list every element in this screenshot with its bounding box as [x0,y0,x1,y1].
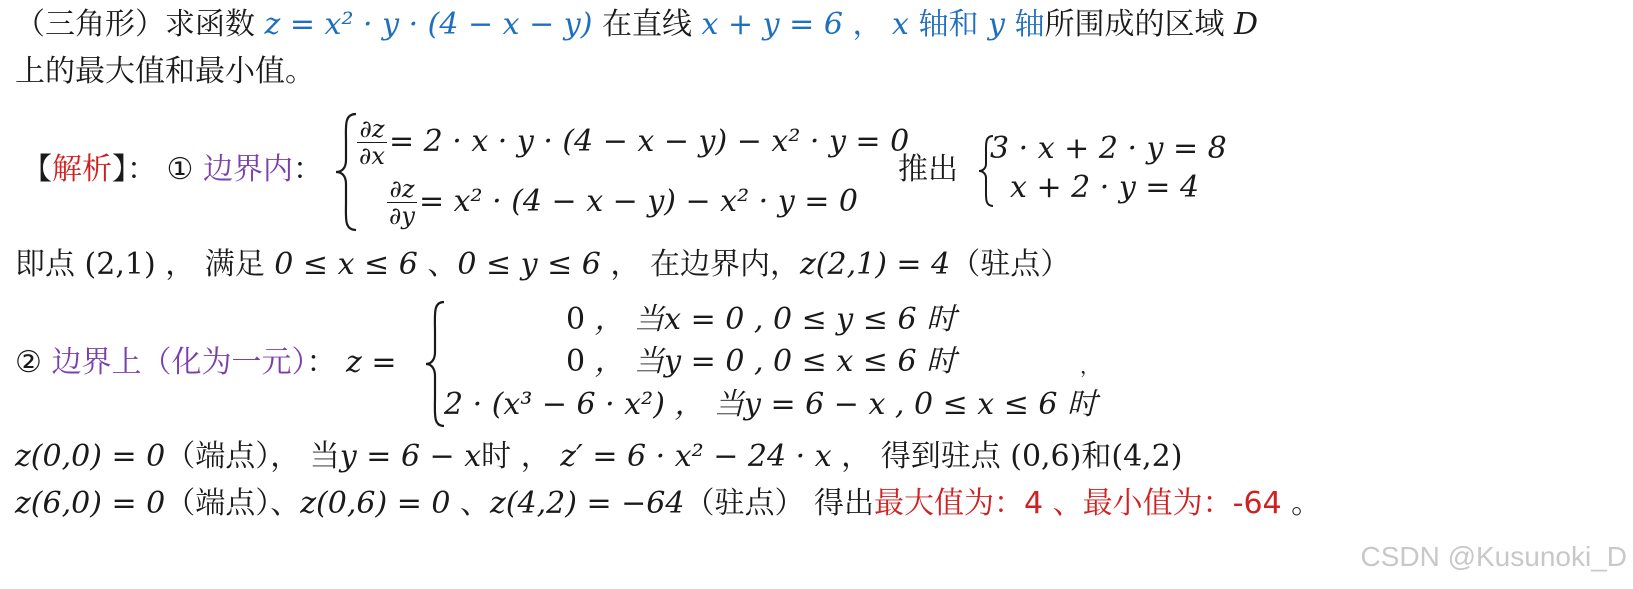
bracket-close: 】 [112,152,127,187]
partial-x-denominator: ∂x [359,142,385,171]
x-range: 0 ≤ x ≤ 6 [274,247,418,282]
linear-system-eq2 [1010,168,1199,208]
problem-line-1 [15,5,1258,45]
stationary-label: （驻点） [950,247,1071,282]
x-axis-text: 轴和 [908,7,988,42]
point-intro: 即点 [15,247,85,282]
separator: ， [842,7,892,42]
case3-value: 2 · (x³ − 6 · x²) [444,387,665,422]
comma: ， [1080,354,1100,378]
bracket-open: 【 [22,152,52,187]
partial-y-equation [385,176,858,230]
piecewise-case-3 [444,385,1097,425]
colon: ： [306,345,337,380]
y-axis-text: 轴 [1004,7,1045,42]
analysis-label [22,150,323,190]
partial-z-numerator: ∂z [389,175,415,203]
step2-label [15,343,396,383]
partial-y-denominator: ∂y [389,202,415,231]
z-0-0: z(0,0) = 0 [15,439,166,474]
case2-value: 0 [566,344,586,379]
case1-value: 0 [566,302,586,337]
point-coords: (2,1) [84,247,156,282]
point-4-2: (4,2) [1111,439,1183,474]
system-eq1: 3 · x + 2 · y = 8 [990,131,1227,166]
piecewise-case-1 [566,300,956,340]
partial-x-rhs: = 2 · x · y · (4 − x − y) − x² · y = 0 [388,123,910,159]
system-eq2: x + 2 · y = 4 [1010,170,1200,205]
partial-y-rhs: = x² · (4 − x − y) − x² · y = 0 [418,183,858,219]
z-4-2: z(4,2) = −64 [490,486,685,521]
derivative-expression: z′ = 6 · x² − 24 · x [560,439,832,474]
function-expression: z = x² · y · (4 − x − y) [264,7,593,42]
problem-suffix: 所围成的区域 [1044,7,1235,42]
endpoint-label: （端点）、 [165,486,301,521]
z-equals: z = [346,345,397,380]
case2-condition: ， 当y = 0 , 0 ≤ x ≤ 6 时 [594,344,957,379]
result-line [15,484,1321,524]
z-value-2-1: z(2,1) = 4 [799,247,951,282]
problem-line-2-text: 上的最大值和最小值。 [15,54,315,89]
point-satisfy: ， 满足 [155,247,275,282]
step1-title: 边界内 [203,152,293,187]
step2-number: ② [15,345,42,380]
y-variable: y [987,7,1005,42]
implies-text [898,150,958,190]
problem-text: 在直线 [592,7,702,42]
endpoint-when: （端点）， 当 [165,439,340,474]
separator: 、 [417,247,458,282]
z-0-6: z(0,6) = 0 [300,486,451,521]
colon: ： [293,152,323,187]
problem-line-2 [15,52,315,92]
separator: 、 [450,486,491,521]
analysis-keyword: 解析 [52,152,112,187]
get-stationary: ， 得到驻点 [831,439,1011,474]
when-text: 时 ， [481,439,561,474]
line-equation: x + y = 6 [701,7,843,42]
and-text: 和 [1081,439,1112,474]
period: 。 [1281,486,1322,521]
implies-label: 推出 [898,152,958,187]
point-inside: ， 在边界内， [600,247,800,282]
piecewise-case-2 [566,342,956,382]
linear-system-eq1 [990,129,1227,169]
csdn-watermark: CSDN @Kusunoki_D [1360,541,1627,572]
partial-z-numerator: ∂z [359,115,385,143]
region-D: D [1234,7,1259,42]
x-variable: x [891,7,909,42]
stationary-point-line [15,245,1070,285]
problem-prefix: （三角形）求函数 [15,7,265,42]
derivative-line [15,437,1182,477]
boundary-line: y = 6 − x [339,439,482,474]
case1-condition: ， 当x = 0 , 0 ≤ y ≤ 6 时 [594,302,957,337]
final-answer: 最大值为：4 、最小值为：-64 [874,486,1282,521]
step1-number: ① [166,152,194,187]
z-6-0: z(6,0) = 0 [15,486,166,521]
trailing-comma [1080,346,1100,386]
stationary-conclude: （驻点） 得出 [684,486,875,521]
point-0-6: (0,6) [1010,439,1082,474]
partial-x-equation [355,116,909,170]
y-range: 0 ≤ y ≤ 6 [457,247,601,282]
case3-condition: ， 当y = 6 − x , 0 ≤ x ≤ 6 时 [674,387,1098,422]
step2-title: 边界上（化为一元） [51,345,307,380]
colon: ： [127,152,157,187]
